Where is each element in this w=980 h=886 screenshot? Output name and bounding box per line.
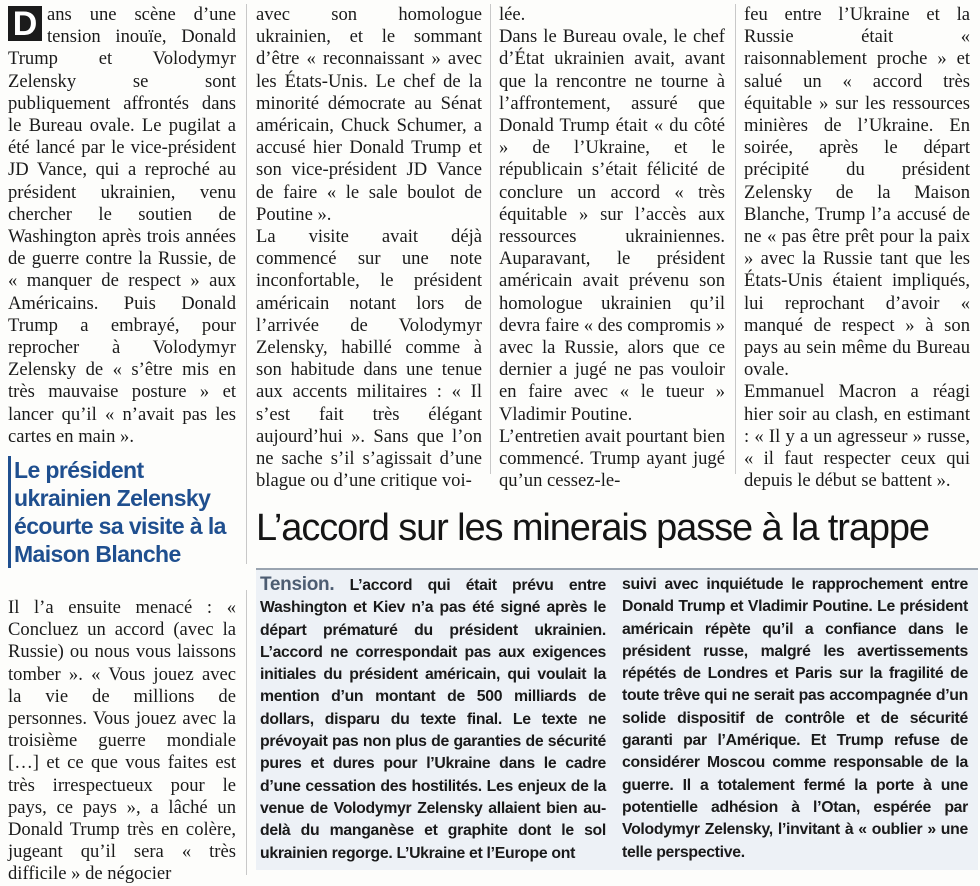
article-column-2 [256,4,482,492]
column-divider [246,590,247,875]
article-paragraph: Dans le Bureau ovale, le chef d’État ukrainien avait, avant que la rencontre ne tourne à l’affrontement, assuré que Donald Trump était « du côté » de l’Ukraine, et le républicain s’était félicité de conclure un accord « très équitable » sur l’accès aux ressources ukrainiennes. Auparavant, le président américain avait prévenu son homologue ukrainien qu’il devra faire « des compromis » avec la Russie, alors que ce dernier a jugé ne pas vouloir en faire avec « le tueur » Vladimir Poutine. [499,26,725,425]
article-paragraph: lée. [499,4,526,25]
box-paragraph [260,574,606,865]
article-paragraph: avec son homologue ukrainien, et le sommant d’être « reconnaissant » avec les États-Unis. Le chef de la minorité démocrate au Sénat américain, Chuck Schumer, a accusé hier Donald Trump et son vice-président JD Vance de faire « le sale boulot de Poutine ». [256,4,482,225]
article-column-3 [499,4,725,492]
article-paragraph: L’entretien avait pourtant bien commencé. Trump ayant jugé qu’un cessez-le- [499,425,725,492]
article-paragraph: Il l’a ensuite menacé : « Concluez un accord (avec la Russie) ou nous vous laissons tomber ». « Vous jouez avec la vie de millions de personnes. Vous jouez avec la troisième guerre mondiale […] et ce que vous faites est très irrespectueux pour le pays, ce pays », a lâché un Donald Trump très en colère, jugeant qu’il sera « très difficile » de négocier [8,597,236,885]
article-column-1-continued [8,597,236,886]
article-paragraph: La visite avait déjà commencé sur une note inconfortable, le président américain notant lors de l’arrivée de Volodymyr Zelensky, habillé comme à son habitude dans une tenue aux accents militaires : « Il s’est fait très élégant aujourd’hui ». Sans que l’on ne sache s’il s’agissait d’une blague ou d’une critique voi- [256,226,482,492]
article-paragraph: feu entre l’Ukraine et la Russie était « raisonnablement proche » et salué un « accord très équitable » sur les ressources minières de l’Ukraine. En soirée, après le départ précipité du président Zelensky de la Maison Blanche, Trump l’a accusé de ne « pas être prêt pour la paix » avec la Russie tant que les États-Unis étaient impliqués, lui reprochant d’avoir « manqué de respect » à son pays au sein même du Bureau ovale. [744,4,970,381]
subhead-rule [8,456,11,568]
drop-cap: D [8,6,42,41]
box-paragraph: suivi avec inquiétude le rapprochement entre Donald Trump et Vladimir Poutine. Le président américain répète qu’il a confiance dans le président russe, malgré les avertissements répétés de Londres et Paris sur la fragilité de toute trêve qui ne serait pas accompagnée d’un solide dispositif de contrôle et de sécurité garanti par l’Amérique. Et Trump refuse de considérer Moscou comme responsable de la guerre. Il a totalement fermé la porte à une potentielle adhésion à l’Otan, espérée par Volodymyr Zelensky, l’invitant à « oublier » une telle perspective. [622,576,968,861]
column-divider [246,4,247,564]
article-column-1 [8,4,236,448]
article-paragraph: ans une scène d’une tension inouïe, Donald Trump et Volodymyr Zelensky se sont publiquement affrontés dans le Bureau ovale. Le pugilat a été lancé par le vice-président JD Vance, qui a reproché au président ukrainien, venu chercher le soutien de Washington après trois années de guerre contre la Russie, de « manquer de respect » aux Américains. Puis Donald Trump a embrayé, pour reprocher à Volodymyr Zelensky de « s’être mis en très mauvaise posture » et lancer qu’il « n’avait pas les cartes en main ». [8,4,236,447]
box-text: L’accord qui était prévu entre Washington et Kiev n’a pas été signé après le départ prématuré du président ukrainien. L’accord ne correspondait pas aux exigences initiales du président américain, qui voulait la mention d’un montant de 500 milliards de dollars, disparu du texte final. Le texte ne prévoyait pas non plus de garanties de sécurité pures et dures pour l’Ukraine dans le cadre d’une cessation des hostilités. Les enjeux de la venue de Volodymyr Zelensky allaient bien au-delà du manganèse et graphite dont le sol ukrainien regorge. L’Ukraine et l’Europe ont [260,577,606,862]
subhead: Le président ukrainien Zelensky écourte sa visite à la Maison Blanche [14,457,226,567]
box-column-2 [622,574,968,864]
article-column-4 [744,4,970,492]
box-headline: L’accord sur les minerais passe à la trappe [256,507,929,549]
column-divider [490,4,491,474]
column-divider [735,4,736,474]
sidebar-box [256,568,978,870]
article-paragraph: Emmanuel Macron a réagi hier soir au clash, en estimant : « Il y a un agresseur » russe, « il faut respecter ceux qui depuis le début se battent ». [744,381,970,492]
box-kicker: Tension. [260,574,335,595]
box-column-1 [260,574,606,865]
